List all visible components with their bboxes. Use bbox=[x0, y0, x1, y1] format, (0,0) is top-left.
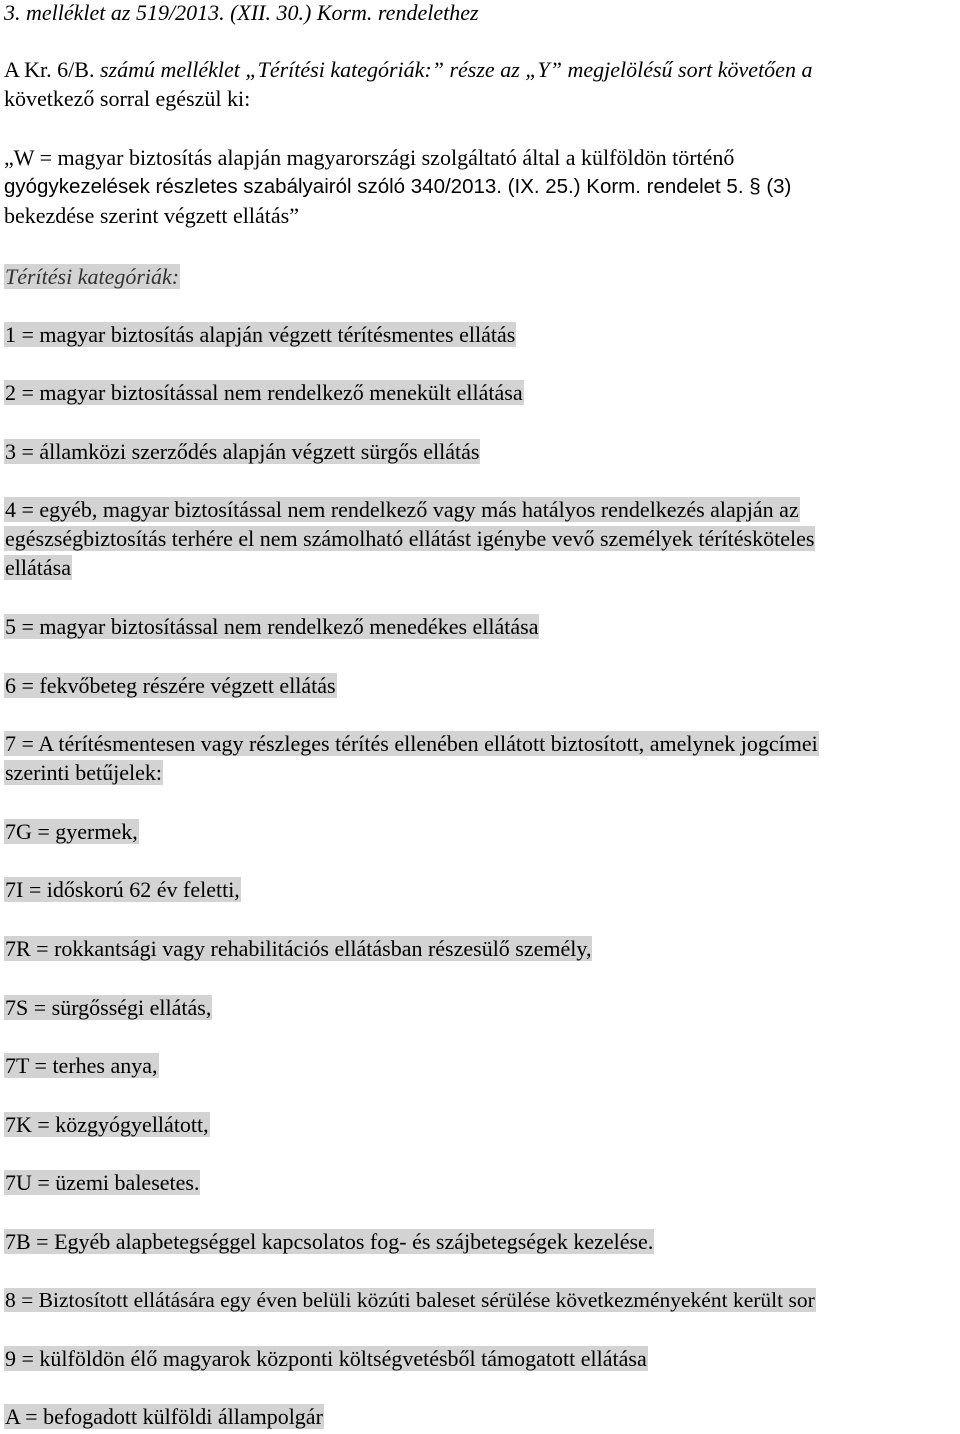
category-item-7g: 7G = gyermek, bbox=[5, 819, 138, 844]
intro-line-1: A Kr. 6/B. számú melléklet „Térítési kategóriák:” része az „Y” megjelölésű sort követően a bbox=[4, 57, 813, 82]
category-item-7r: 7R = rokkantsági vagy rehabilitációs ellátásban részesülő személy, bbox=[5, 936, 592, 961]
category-item-7t: 7T = terhes anya, bbox=[5, 1053, 158, 1078]
category-item-3: 3 = államközi szerződés alapján végzett sürgős ellátás bbox=[5, 439, 480, 464]
category-item-4-line-3: ellátása bbox=[5, 555, 71, 580]
category-item-2: 2 = magyar biztosítással nem rendelkező menekült ellátása bbox=[5, 380, 523, 405]
category-item-8: 8 = Biztosított ellátására egy éven belüli közúti baleset sérülése következményeként került sor bbox=[5, 1288, 815, 1312]
category-item-7k: 7K = közgyógyellátott, bbox=[5, 1112, 209, 1137]
category-item-7-line-2: szerinti betűjelek: bbox=[5, 760, 162, 785]
category-item-7-line-1: 7 = A térítésmentesen vagy részleges térítés ellenében ellátott biztosított, amelynek jogcímei bbox=[5, 731, 818, 756]
category-item-7i: 7I = időskorú 62 év feletti, bbox=[5, 877, 240, 902]
category-item-1: 1 = magyar biztosítás alapján végzett térítésmentes ellátás bbox=[5, 322, 516, 347]
category-item-7b: 7B = Egyéb alapbetegséggel kapcsolatos fog- és szájbetegségek kezelése. bbox=[5, 1229, 654, 1254]
category-item-a: A = befogadott külföldi állampolgár bbox=[5, 1404, 323, 1429]
annex-title: 3. melléklet az 519/2013. (XII. 30.) Korm. rendelethez bbox=[4, 0, 479, 25]
category-item-4-line-1: 4 = egyéb, magyar biztosítással nem rendelkező vagy más hatályos rendelkezés alapján az bbox=[5, 497, 799, 522]
categories-heading: Térítési kategóriák: bbox=[5, 264, 180, 289]
w-definition-line-1: „W = magyar biztosítás alapján magyarországi szolgáltató által a külföldön történő bbox=[4, 145, 735, 170]
intro-line-2: következő sorral egészül ki: bbox=[4, 86, 251, 111]
category-item-9: 9 = külföldön élő magyarok központi költségvetésből támogatott ellátása bbox=[5, 1346, 647, 1371]
w-definition-line-3: bekezdése szerint végzett ellátás” bbox=[4, 203, 300, 228]
category-item-4-line-2: egészségbiztosítás terhére el nem számolható ellátást igénybe vevő személyek térítésköteles bbox=[5, 526, 815, 551]
category-item-5: 5 = magyar biztosítással nem rendelkező menedékes ellátása bbox=[5, 614, 539, 639]
w-definition-line-2: gyógykezelések részletes szabályairól szóló 340/2013. (IX. 25.) Korm. rendelet 5. § (3) bbox=[4, 175, 792, 198]
category-item-7s: 7S = sürgősségi ellátás, bbox=[5, 995, 212, 1020]
category-item-6: 6 = fekvőbeteg részére végzett ellátás bbox=[5, 673, 336, 698]
category-item-7u: 7U = üzemi balesetes. bbox=[5, 1170, 200, 1195]
